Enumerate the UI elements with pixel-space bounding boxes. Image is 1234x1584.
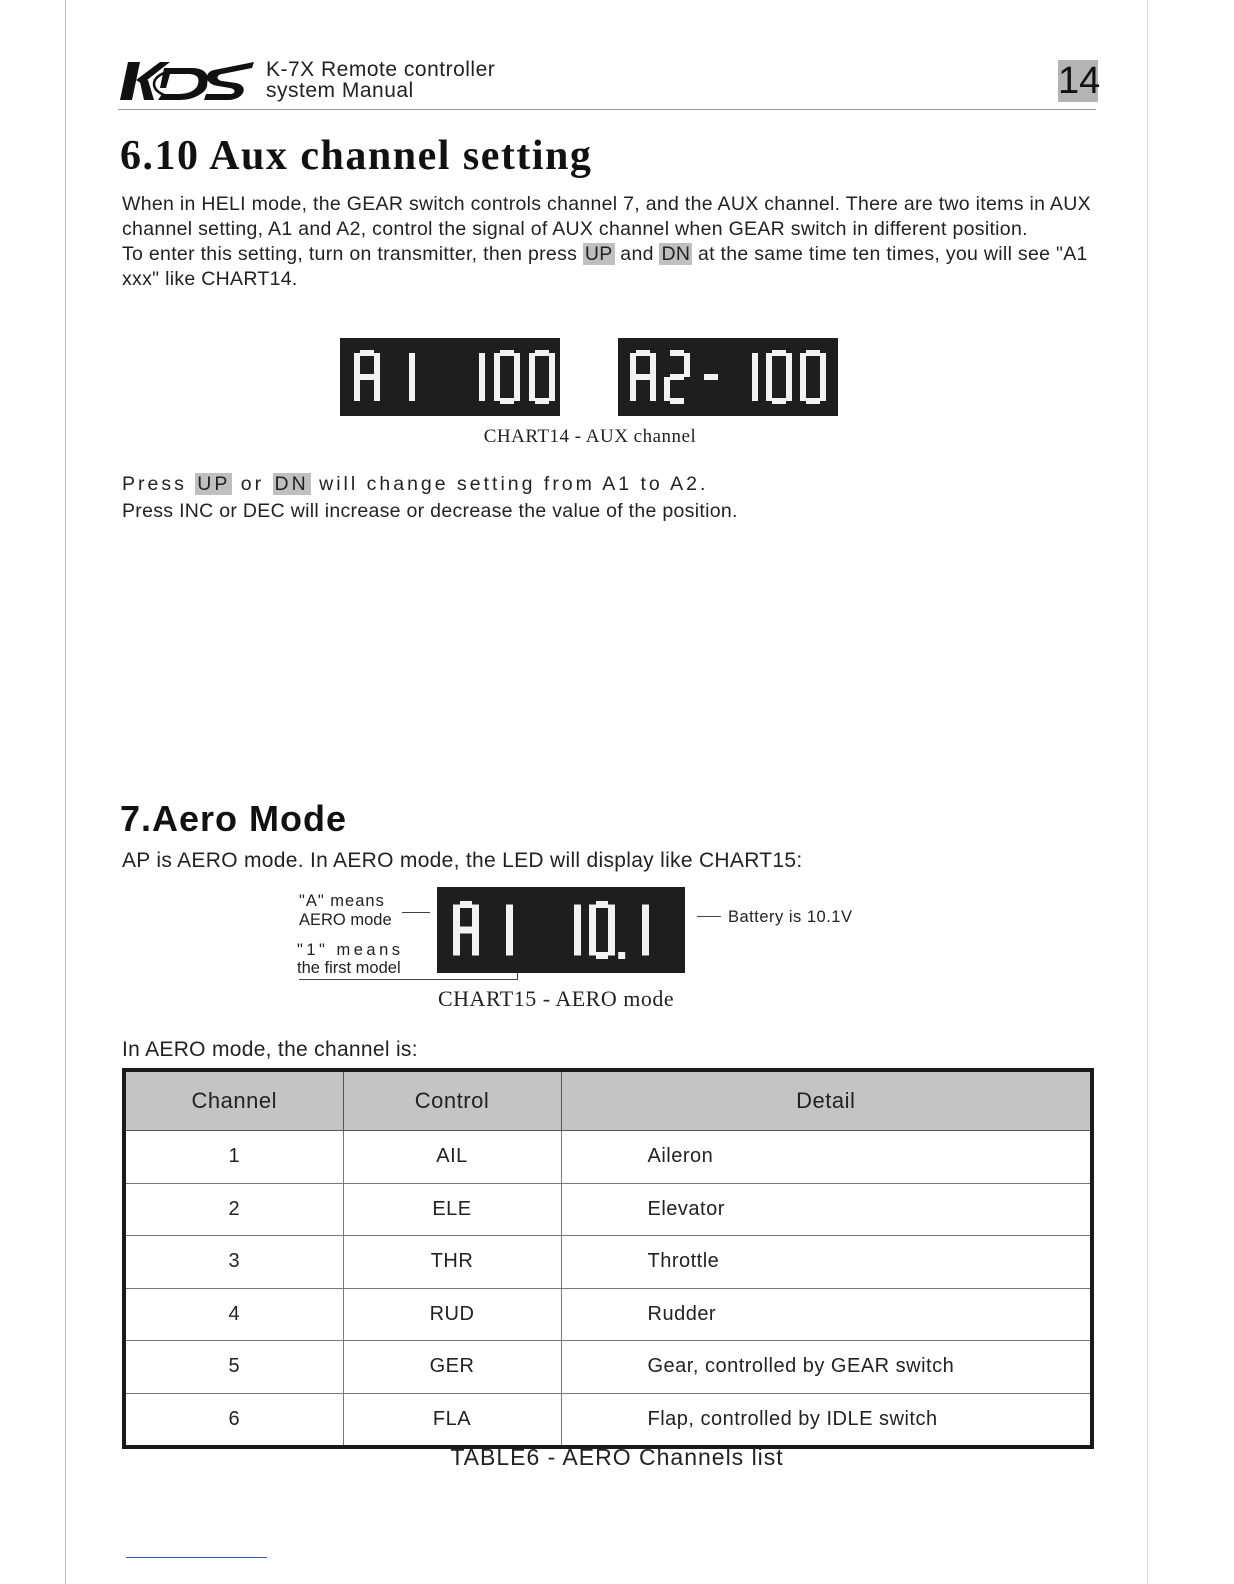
lcd-segment bbox=[409, 353, 415, 377]
lcd-segment bbox=[596, 901, 608, 908]
lcd-segment bbox=[453, 930, 460, 956]
section-title-aero: 7.Aero Mode bbox=[120, 798, 348, 839]
lcd-segment bbox=[529, 377, 535, 401]
page-edge-left bbox=[65, 0, 66, 1584]
aero-intro: AP is AERO mode. In AERO mode, the LED will display like CHART15: bbox=[122, 849, 803, 872]
lcd-segment bbox=[806, 398, 820, 404]
lcd-segment bbox=[500, 350, 514, 356]
lcd-segment bbox=[500, 398, 514, 404]
lcd-segment bbox=[786, 377, 792, 401]
table-row bbox=[124, 1341, 1092, 1394]
cell-control: GER bbox=[343, 1341, 561, 1394]
aux-paragraph-2 bbox=[122, 242, 1097, 292]
cell-channel: 5 bbox=[124, 1341, 343, 1394]
lcd-segment bbox=[608, 930, 615, 956]
table-row bbox=[124, 1288, 1092, 1341]
lcd-display-a1 bbox=[340, 338, 560, 416]
lcd-segment bbox=[529, 353, 535, 377]
lcd-segment bbox=[374, 377, 380, 401]
cell-detail: Gear, controlled by GEAR switch bbox=[561, 1341, 1092, 1394]
lcd-segment bbox=[506, 930, 513, 956]
press-inc-dec-line: Press INC or DEC will increase or decrease the value of the position. bbox=[122, 500, 738, 522]
lcd-segment bbox=[684, 353, 690, 377]
lcd-segment bbox=[494, 353, 500, 377]
lcd-segment bbox=[820, 377, 826, 401]
page-edge-right bbox=[1147, 0, 1148, 1584]
kds-logo bbox=[118, 58, 321, 119]
aux-p2-text-b: and bbox=[614, 243, 660, 265]
lcd-segment bbox=[636, 374, 650, 380]
lcd-segment bbox=[806, 350, 820, 356]
lcd-segment bbox=[800, 377, 806, 401]
table-header-channel: Channel bbox=[124, 1070, 343, 1131]
lcd-segment bbox=[670, 398, 684, 404]
annot-battery: Battery is 10.1V bbox=[728, 908, 853, 926]
cell-control: THR bbox=[343, 1236, 561, 1289]
lcd-segment bbox=[360, 374, 374, 380]
lcd-segment bbox=[704, 374, 718, 380]
lcd-segment bbox=[630, 353, 636, 377]
cell-detail: Throttle bbox=[561, 1236, 1092, 1289]
header-divider bbox=[118, 109, 1096, 110]
lcd-segment bbox=[460, 927, 472, 934]
annot-aero-mode: AERO mode bbox=[299, 911, 392, 929]
aero-channels-table bbox=[122, 1068, 1094, 1449]
header-title bbox=[266, 59, 495, 101]
annot-a-means: "A" means bbox=[299, 892, 385, 910]
press-text-b: or bbox=[232, 473, 273, 495]
lcd-display-aero bbox=[437, 887, 685, 973]
table-header-control: Control bbox=[343, 1070, 561, 1131]
lcd-segment bbox=[772, 398, 786, 404]
dn-key-label: DN bbox=[661, 243, 691, 265]
lcd-a1-segments bbox=[340, 338, 560, 416]
lcd-segment bbox=[642, 905, 649, 931]
lcd-segment bbox=[800, 353, 806, 377]
lcd-segment bbox=[535, 398, 549, 404]
lcd-aero-segments bbox=[437, 887, 685, 973]
table-row bbox=[124, 1183, 1092, 1236]
lcd-decimal-point bbox=[618, 952, 625, 959]
lcd-segment bbox=[514, 377, 520, 401]
lcd-segment bbox=[636, 350, 650, 356]
lcd-segment bbox=[630, 377, 636, 401]
section-title-aux: 6.10 Aux channel setting bbox=[120, 133, 593, 179]
lcd-segment bbox=[642, 930, 649, 956]
annot-underline bbox=[299, 979, 517, 980]
aux-description bbox=[122, 192, 1097, 292]
lcd-segment bbox=[574, 930, 581, 956]
aux-paragraph-1: When in HELI mode, the GEAR switch controls channel 7, and the AUX channel. There are two items in AUX channel setting, A1 and A2, control the signal of AUX channel when GEAR switch in different position. bbox=[122, 193, 1091, 240]
lcd-segment bbox=[549, 353, 555, 377]
lcd-segment bbox=[354, 377, 360, 401]
lcd-segment bbox=[453, 905, 460, 931]
lcd-segment bbox=[574, 905, 581, 931]
annot-first-model: the first model bbox=[297, 959, 401, 977]
lcd-segment bbox=[479, 377, 485, 401]
table-header-row bbox=[124, 1070, 1092, 1131]
lcd-segment bbox=[472, 905, 479, 931]
lcd-segment bbox=[472, 930, 479, 956]
page-number: 14 bbox=[1058, 60, 1101, 102]
table-row bbox=[124, 1393, 1092, 1447]
lcd-segment bbox=[766, 377, 772, 401]
cell-control: ELE bbox=[343, 1183, 561, 1236]
lcd-segment bbox=[535, 350, 549, 356]
cell-channel: 4 bbox=[124, 1288, 343, 1341]
footer-rule bbox=[126, 1557, 267, 1558]
cell-channel: 1 bbox=[124, 1131, 343, 1184]
lcd-segment bbox=[772, 350, 786, 356]
lcd-segment bbox=[670, 374, 684, 380]
lcd-segment bbox=[374, 353, 380, 377]
table-header-detail: Detail bbox=[561, 1070, 1092, 1131]
press-dn-label: DN bbox=[274, 473, 309, 495]
lcd-segment bbox=[664, 377, 670, 401]
press-text-a: Press bbox=[122, 473, 196, 495]
press-up-dn-line bbox=[122, 472, 1097, 497]
cell-control: AIL bbox=[343, 1131, 561, 1184]
lcd-segment bbox=[360, 350, 374, 356]
lcd-display-a2 bbox=[618, 338, 838, 416]
page-header bbox=[118, 52, 1101, 119]
chart14-caption: CHART14 - AUX channel bbox=[483, 426, 697, 447]
lcd-segment bbox=[786, 353, 792, 377]
lcd-segment bbox=[409, 377, 415, 401]
cell-detail: Elevator bbox=[561, 1183, 1092, 1236]
cell-detail: Flap, controlled by IDLE switch bbox=[561, 1393, 1092, 1447]
table-row bbox=[124, 1236, 1092, 1289]
cell-channel: 6 bbox=[124, 1393, 343, 1447]
cell-detail: Rudder bbox=[561, 1288, 1092, 1341]
lcd-segment bbox=[514, 353, 520, 377]
header-line-2: system Manual bbox=[266, 79, 414, 102]
lcd-segment bbox=[766, 353, 772, 377]
lcd-segment bbox=[549, 377, 555, 401]
lcd-segment bbox=[506, 905, 513, 931]
chart15-caption: CHART15 - AERO mode bbox=[438, 986, 675, 1011]
lcd-segment bbox=[650, 353, 656, 377]
lcd-segment bbox=[460, 901, 472, 908]
table-intro: In AERO mode, the channel is: bbox=[122, 1038, 418, 1061]
aux-p2-text-a: To enter this setting, turn on transmitter, then press bbox=[122, 243, 583, 265]
lcd-segment bbox=[596, 952, 608, 959]
logo-text: KDS bbox=[318, 118, 321, 119]
up-key-label: UP bbox=[584, 243, 613, 265]
annot-1-means: "1" means bbox=[297, 941, 404, 959]
lcd-segment bbox=[820, 353, 826, 377]
table6-caption: TABLE6 - AERO Channels list bbox=[450, 1444, 784, 1470]
cell-control: FLA bbox=[343, 1393, 561, 1447]
annot-pointer-battery bbox=[697, 916, 721, 917]
cell-detail: Aileron bbox=[561, 1131, 1092, 1184]
press-up-label: UP bbox=[197, 473, 231, 495]
lcd-segment bbox=[608, 905, 615, 931]
annot-pointer-a bbox=[402, 912, 430, 913]
cell-control: RUD bbox=[343, 1288, 561, 1341]
lcd-segment bbox=[494, 377, 500, 401]
cell-channel: 3 bbox=[124, 1236, 343, 1289]
lcd-segment bbox=[589, 930, 596, 956]
lcd-segment bbox=[650, 377, 656, 401]
lcd-a2-segments bbox=[618, 338, 838, 416]
lcd-segment bbox=[479, 353, 485, 377]
lcd-segment bbox=[752, 377, 758, 401]
lcd-segment bbox=[670, 350, 684, 356]
cell-channel: 2 bbox=[124, 1183, 343, 1236]
lcd-segment bbox=[354, 353, 360, 377]
lcd-segment bbox=[752, 353, 758, 377]
aux-p2-text-c: at the same time ten times, you will see "A1 xxx" like CHART14. bbox=[122, 243, 1088, 290]
header-line-1: K-7X Remote controller bbox=[266, 58, 496, 81]
press-text-c: will change setting from A1 to A2. bbox=[310, 473, 709, 495]
lcd-segment bbox=[589, 905, 596, 931]
table-row bbox=[124, 1131, 1092, 1184]
